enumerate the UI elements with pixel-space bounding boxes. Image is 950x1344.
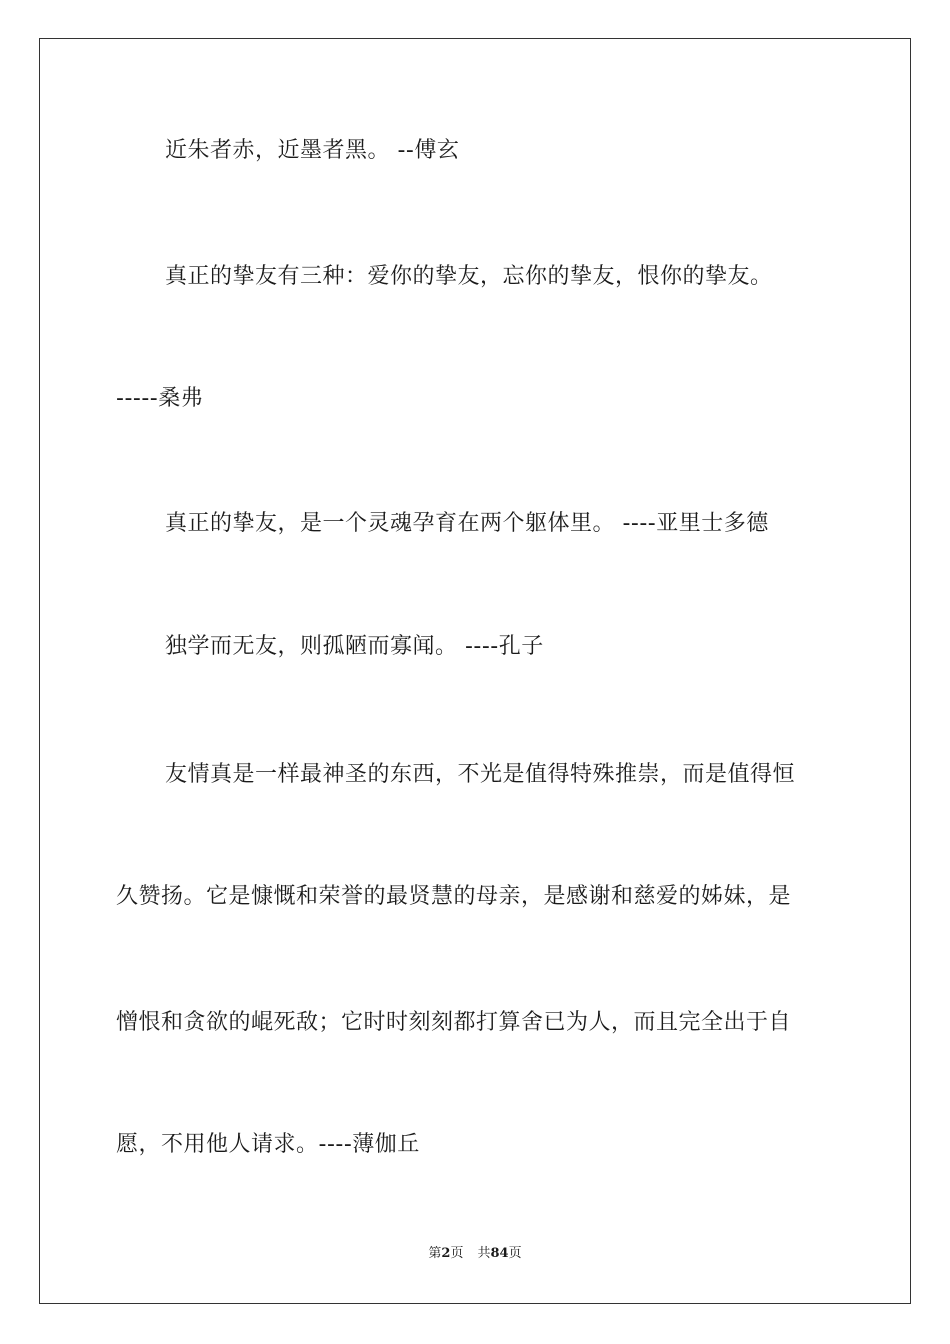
text-line: 久赞扬。它是慷慨和荣誉的最贤慧的母亲，是感谢和慈爱的姊妹，是 — [116, 884, 792, 909]
text-line: 近朱者赤，近墨者黑。 --傅玄 — [165, 138, 460, 163]
total-suffix: 页 — [508, 1246, 522, 1261]
total-prefix: 共 — [477, 1246, 491, 1261]
total-pages: 84 — [490, 1246, 509, 1261]
text-line: 愿，不用他人请求。----薄伽丘 — [116, 1132, 420, 1157]
text-line: 真正的挚友，是一个灵魂孕育在两个躯体里。 ----亚里士多德 — [165, 511, 769, 536]
page-number: 2 — [441, 1246, 451, 1261]
text-line: 独学而无友，则孤陋而寡闻。 ----孔子 — [165, 634, 544, 659]
page-border — [39, 38, 911, 1304]
text-line: 真正的挚友有三种：爱你的挚友，忘你的挚友，恨你的挚友。 — [165, 264, 773, 289]
page-footer — [0, 1244, 950, 1264]
page-suffix: 页 — [450, 1246, 464, 1261]
page-prefix: 第 — [428, 1246, 442, 1261]
text-line: -----桑弗 — [116, 386, 204, 411]
text-line: 憎恨和贪欲的崐死敌；它时时刻刻都打算舍已为人，而且完全出于自 — [116, 1010, 792, 1035]
text-line: 友情真是一样最神圣的东西，不光是值得特殊推崇，而是值得恒 — [165, 762, 796, 787]
